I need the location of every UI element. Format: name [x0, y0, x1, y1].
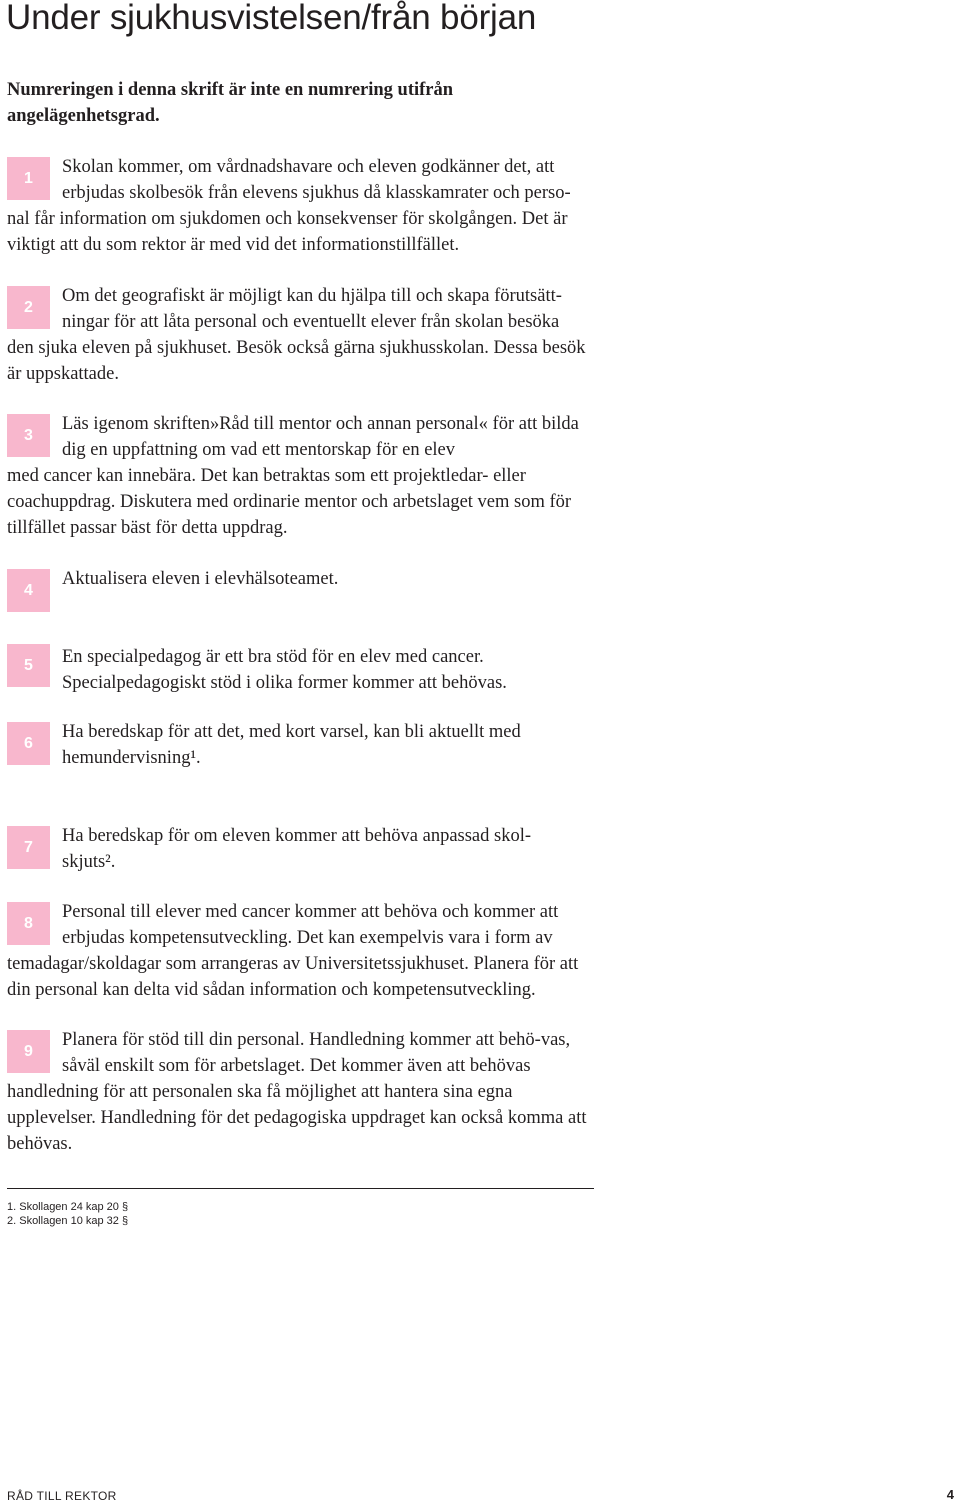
item-number-badge: 1: [7, 157, 50, 200]
item-text: [7, 899, 597, 1003]
item-continuation-text: nal får information om sjukdomen och konsekvenser för skolgången. Det är viktigt att du som rektor är med vid det informationstillfället.: [7, 209, 568, 255]
footnote-1: 1. Skollagen 24 kap 20 §: [7, 1201, 129, 1213]
item-number-badge: 7: [7, 826, 50, 869]
item-lead-text: Ha beredskap för om eleven kommer att behöva anpassad skol-skjuts².: [62, 826, 532, 872]
footnotes: [7, 1200, 128, 1228]
item-number-badge: 5: [7, 644, 50, 687]
page-number: 4: [946, 1487, 954, 1502]
item-text: [7, 719, 597, 771]
item-text: [7, 823, 597, 875]
item-text: [7, 644, 597, 696]
item-continuation-text: med cancer kan innebära. Det kan betraktas som ett projektledar- eller coachuppdrag. Diskutera med ordinarie mentor och arbetslaget vem som för tillfället passar bäst för detta uppdrag.: [7, 466, 572, 538]
item-lead-text: Om det geografiskt är möjligt kan du hjälpa till och skapa förutsätt-ningar för att låta personal och eventuellt elever från skolan besöka: [62, 286, 562, 332]
list-item: [7, 1027, 597, 1157]
item-text: [7, 1027, 597, 1157]
footnote-divider: [7, 1188, 594, 1189]
item-continuation-text: handledning för att personalen ska få möjlighet att hantera sina egna upplevelser. Handledning för det pedagogiska uppdraget kan också komma att behövas.: [7, 1082, 587, 1154]
item-number-badge: 8: [7, 902, 50, 945]
list-item: [7, 719, 597, 771]
list-item: [7, 154, 597, 258]
list-item: [7, 823, 597, 875]
item-continuation-text: den sjuka eleven på sjukhuset. Besök också gärna sjukhusskolan. Dessa besök är uppskattade.: [7, 338, 586, 384]
item-number-badge: 3: [7, 414, 50, 457]
item-number-badge: 4: [7, 569, 50, 612]
item-text: [7, 154, 597, 258]
item-lead-text: Ha beredskap för att det, med kort varsel, kan bli aktuellt med hemundervisning¹.: [62, 722, 521, 768]
item-lead-text: Skolan kommer, om vårdnadshavare och eleven godkänner det, att erbjudas skolbesök från elevens sjukhus då klasskamrater och perso-: [62, 157, 571, 203]
item-number-badge: 6: [7, 722, 50, 765]
item-lead-text: Läs igenom skriften»Råd till mentor och annan personal« för att bilda dig en uppfattning om vad ett mentorskap för en elev: [62, 414, 579, 460]
intro-note: Numreringen i denna skrift är inte en numrering utifrån angelägenhetsgrad.: [7, 80, 454, 126]
list-item: [7, 283, 597, 387]
item-lead-text: Personal till elever med cancer kommer att behöva och kommer att erbjudas kompetensutveckling. Det kan exempelvis vara i form av: [62, 902, 559, 948]
item-lead-text: Planera för stöd till din personal. Handledning kommer att behö-vas, såväl enskilt som för arbetslaget. Det kommer även att behövas: [62, 1030, 571, 1076]
item-number-badge: 9: [7, 1030, 50, 1073]
footnote-2: 2. Skollagen 10 kap 32 §: [7, 1215, 129, 1227]
list-item: [7, 899, 597, 1003]
item-text: [7, 411, 597, 541]
item-number-badge: 2: [7, 286, 50, 329]
list-item: [7, 411, 597, 541]
item-text: [7, 566, 597, 592]
item-continuation-text: temadagar/skoldagar som arrangeras av Universitetssjukhuset. Planera för att din personal kan delta vid sådan information och kompetensutveckling.: [7, 954, 579, 1000]
item-text: [7, 283, 597, 387]
item-lead-text: Aktualisera eleven i elevhälsoteamet.: [62, 569, 339, 589]
list-item: [7, 644, 597, 696]
footer-publication-label: RÅD TILL REKTOR: [7, 1489, 117, 1503]
list-item: [7, 566, 597, 599]
page-title: Under sjukhusvistelsen/från början: [6, 0, 537, 37]
item-lead-text: En specialpedagog är ett bra stöd för en elev med cancer. Specialpedagogiskt stöd i olika former kommer att behövas.: [62, 647, 507, 693]
